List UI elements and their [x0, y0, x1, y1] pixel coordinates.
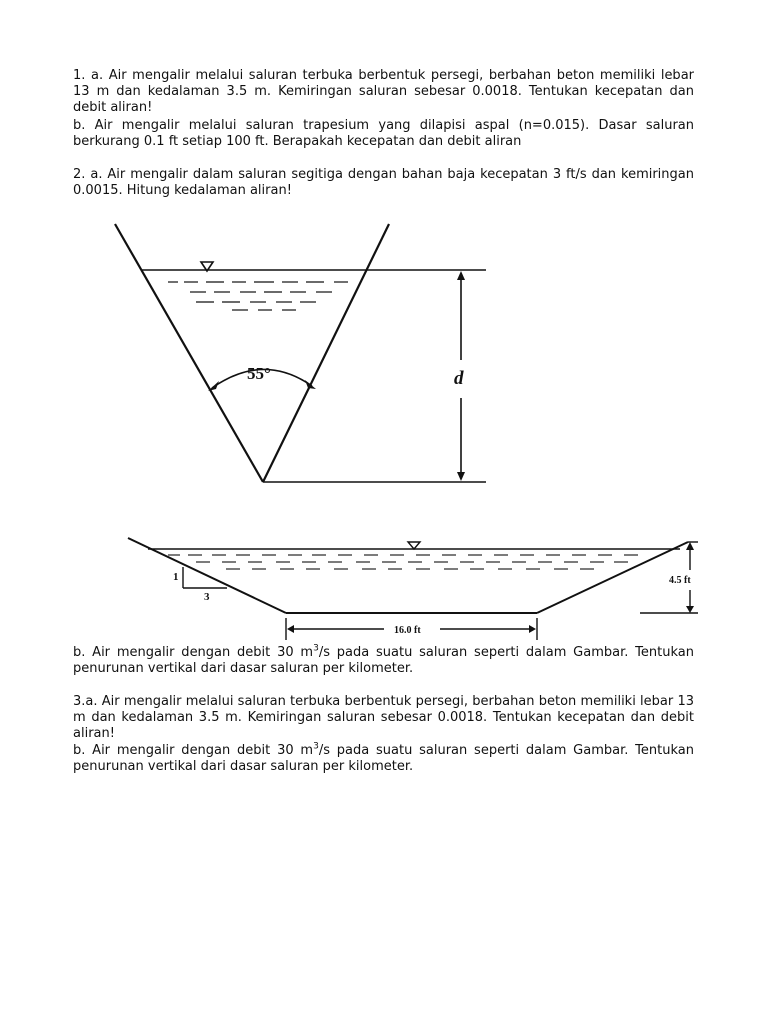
angle-label: 55°	[247, 364, 271, 383]
question-3-number: 3.	[73, 694, 86, 709]
trapezoidal-channel-figure	[0, 530, 768, 645]
question-2a-text: 2. a. Air mengalir dalam saluran segitiga dengan bahan baja kecepatan 3 ft/s dan kemiringan 0.0015. Hitung kedalaman aliran!	[73, 167, 694, 198]
question-2b	[73, 645, 694, 677]
question-2a	[73, 167, 694, 199]
question-1b	[73, 118, 694, 150]
question-3b-sup: 3	[313, 741, 319, 752]
question-1a	[73, 68, 694, 116]
question-3b-text-post: /s pada suatu saluran seperti dalam Gambar. Tentukan penurunan vertikal dari dasar saluran per kilometer.	[73, 743, 694, 774]
depth-label: 4.5 ft	[669, 575, 691, 586]
question-3b-text-pre: b. Air mengalir dengan debit 30 m	[73, 743, 314, 758]
question-2b-text-post: /s pada suatu saluran seperti dalam Gambar. Tentukan penurunan vertikal dari dasar saluran per kilometer.	[73, 645, 694, 676]
triangular-channel-figure	[0, 220, 768, 490]
slope-horizontal-label: 3	[204, 591, 210, 603]
question-2b-text-pre: b. Air mengalir dengan debit 30 m	[73, 645, 314, 660]
question-3a	[73, 694, 694, 742]
depth-label-d: d	[454, 368, 464, 389]
question-2b-sup: 3	[313, 643, 319, 654]
bottom-width-label: 16.0 ft	[394, 625, 421, 636]
question-3b	[73, 743, 694, 775]
question-1b-text: b. Air mengalir melalui saluran trapesium yang dilapisi aspal (n=0.015). Dasar saluran berkurang 0.1 ft setiap 100 ft. Berapakah kecepatan dan debit aliran	[73, 118, 694, 149]
slope-vertical-label: 1	[173, 571, 179, 583]
question-1a-text: 1. a. Air mengalir melalui saluran terbuka berbentuk persegi, berbahan beton memiliki lebar 13 m dan kedalaman 3.5 m. Kemiringan saluran sebesar 0.0018. Tentukan kecepatan dan debit aliran!	[73, 68, 694, 115]
question-3a-text: a. Air mengalir melalui saluran terbuka berbentuk persegi, berbahan beton memiliki lebar 13 m dan kedalaman 3.5 m. Kemiringan saluran sebesar 0.0018. Tentukan kecepatan dan debit aliran!	[73, 694, 694, 741]
